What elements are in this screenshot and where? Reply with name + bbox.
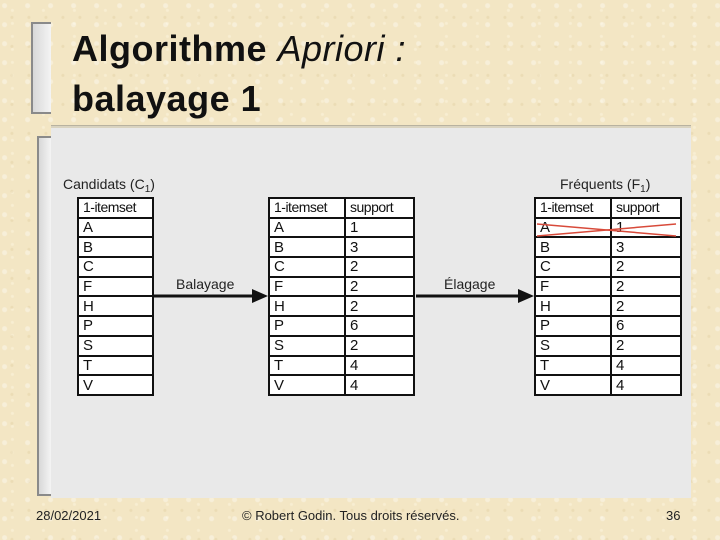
- itemset-cell: S: [269, 336, 345, 356]
- col-itemset-header: 1-itemset: [535, 198, 611, 218]
- footer-page-number: 36: [666, 508, 681, 523]
- itemset-cell: C: [535, 257, 611, 277]
- itemset-cell: B: [269, 237, 345, 257]
- balayage-arrow-head: [252, 289, 268, 303]
- support-cell: 6: [345, 316, 414, 336]
- title-main: Algorithme: [72, 28, 278, 69]
- support-cell: 2: [345, 277, 414, 297]
- itemset-cell: A: [535, 218, 611, 238]
- itemset-cell: V: [269, 375, 345, 395]
- itemset-cell: T: [78, 356, 153, 376]
- balayage-label: Balayage: [176, 276, 235, 292]
- itemset-cell: B: [78, 237, 153, 257]
- elagage-label: Élagage: [444, 276, 496, 292]
- itemset-cell: P: [535, 316, 611, 336]
- itemset-cell: A: [78, 218, 153, 238]
- support-cell: 2: [611, 296, 681, 316]
- col-support-header: support: [345, 198, 414, 218]
- itemset-cell: P: [78, 316, 153, 336]
- support-cell: 1: [345, 218, 414, 238]
- itemset-cell: H: [535, 296, 611, 316]
- support-cell: 2: [345, 296, 414, 316]
- itemset-cell: H: [78, 296, 153, 316]
- col-support-header: support: [611, 198, 681, 218]
- candidates-caption: Candidats $(C_1)$: [63, 176, 155, 195]
- frequents-caption: Fréquents $(F_1)$: [560, 176, 651, 195]
- support-cell: 2: [611, 257, 681, 277]
- itemset-cell: V: [535, 375, 611, 395]
- support-cell: 4: [611, 356, 681, 376]
- support-cell: 4: [345, 356, 414, 376]
- elagage-arrow-head: [518, 289, 534, 303]
- footer-copyright: © Robert Godin. Tous droits réservés.: [242, 508, 460, 523]
- support-cell: 2: [611, 336, 681, 356]
- title-line2: balayage 1: [72, 78, 262, 119]
- support-cell: 3: [611, 237, 681, 257]
- support-cell: 3: [345, 237, 414, 257]
- itemset-cell: P: [269, 316, 345, 336]
- itemset-cell: B: [535, 237, 611, 257]
- support-cell: 4: [611, 375, 681, 395]
- itemset-cell: S: [535, 336, 611, 356]
- support-cell: 2: [611, 277, 681, 297]
- support-cell: 2: [345, 336, 414, 356]
- footer-date: 28/02/2021: [36, 508, 102, 523]
- itemset-cell: C: [78, 257, 153, 277]
- itemset-cell: F: [269, 277, 345, 297]
- support-cell: 4: [345, 375, 414, 395]
- support-cell: 2: [345, 257, 414, 277]
- support-cell: 1: [611, 218, 681, 238]
- col-itemset-header: 1-itemset: [78, 198, 153, 218]
- itemset-cell: V: [78, 375, 153, 395]
- itemset-cell: A: [269, 218, 345, 238]
- col-itemset-header: 1-itemset: [269, 198, 345, 218]
- title-italic: Apriori :: [277, 28, 407, 69]
- itemset-cell: F: [535, 277, 611, 297]
- itemset-cell: T: [535, 356, 611, 376]
- itemset-cell: H: [269, 296, 345, 316]
- itemset-cell: S: [78, 336, 153, 356]
- itemset-cell: F: [78, 277, 153, 297]
- support-cell: 6: [611, 316, 681, 336]
- itemset-cell: T: [269, 356, 345, 376]
- itemset-cell: C: [269, 257, 345, 277]
